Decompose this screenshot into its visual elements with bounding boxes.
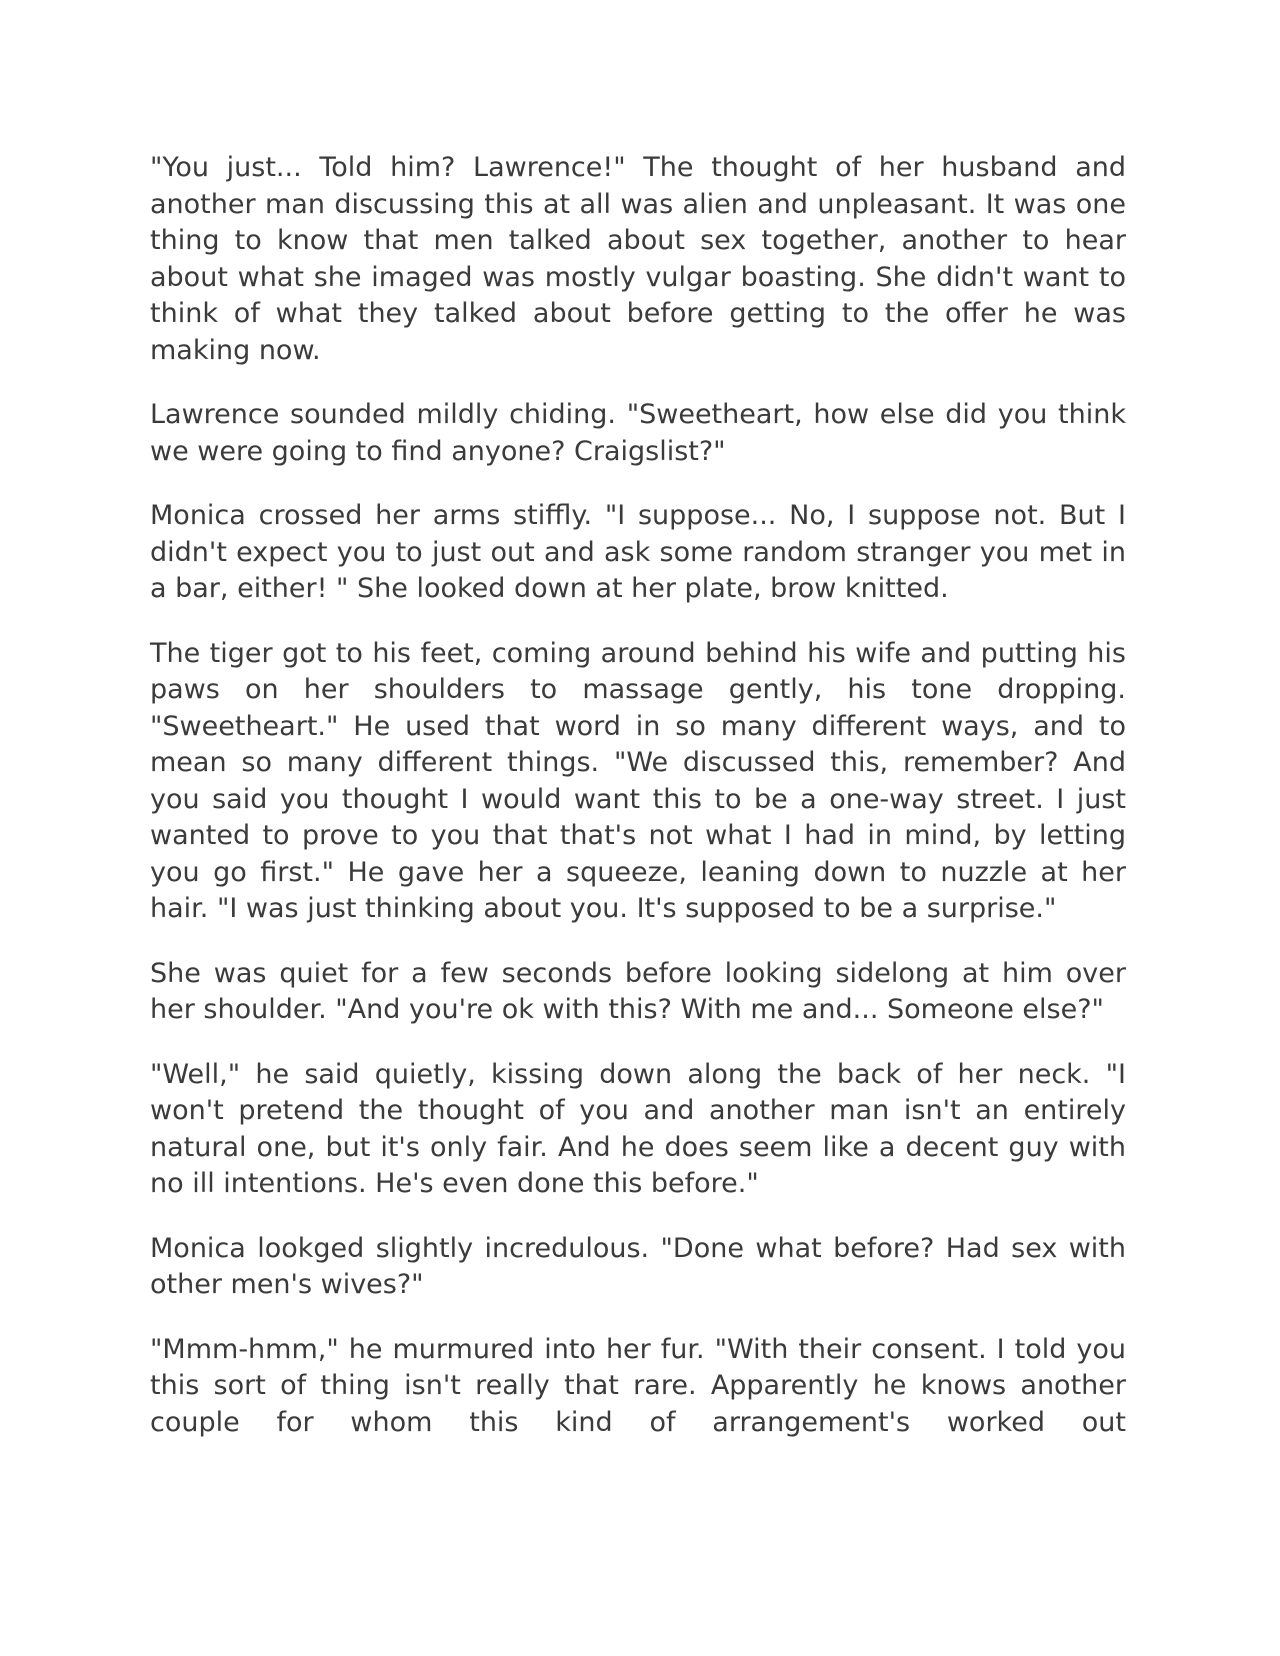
document-body xyxy=(150,150,1126,1469)
paragraph-4: The tiger got to his feet, coming around behind his wife and putting his paws on her shoulders to massage gently, his tone dropping. "Sweetheart." He used that word in so many different ways, and to mean so many different things. "We discussed this, remember? And you said you thought I would want this to be a one-way street. I just wanted to prove to you that that's not what I had in mind, by letting you go first." He gave her a squeeze, leaning down to nuzzle at her hair. "I was just thinking about you. It's supposed to be a surprise." xyxy=(150,637,1126,924)
paragraph-2: Lawrence sounded mildly chiding. "Sweetheart, how else did you think we were going to find anyone? Craigslist?" xyxy=(150,399,1126,467)
paragraph-3: Monica crossed her arms stiffly. "I suppose... No, I suppose not. But I didn't expect you to just out and ask some random stranger you met in a bar, either! " She looked down at her plate, brow knitted. xyxy=(150,500,1126,604)
paragraph-7: Monica lookged slightly incredulous. "Done what before? Had sex with other men's wives?" xyxy=(150,1232,1126,1300)
paragraph-6: "Well," he said quietly, kissing down along the back of her neck. "I won't pretend the thought of you and another man isn't an entirely natural one, but it's only fair. And he does seem like a decent guy with no ill intentions. He's even done this before." xyxy=(150,1058,1126,1199)
paragraph-8: "Mmm-hmm," he murmured into her fur. "With their consent. I told you this sort of thing isn't really that rare. Apparently he knows another couple for whom this kind of arrangement's worked out xyxy=(150,1333,1126,1438)
paragraph-5: She was quiet for a few seconds before looking sidelong at him over her shoulder. "And you're ok with this? With me and... Someone else?" xyxy=(150,957,1126,1025)
paragraph-1: "You just... Told him? Lawrence!" The thought of her husband and another man discussing this at all was alien and unpleasant. It was one thing to know that men talked about sex together, another to hear about what she imaged was mostly vulgar boasting. She didn't want to think of what they talked about before getting to the offer he was making now. xyxy=(150,152,1126,366)
